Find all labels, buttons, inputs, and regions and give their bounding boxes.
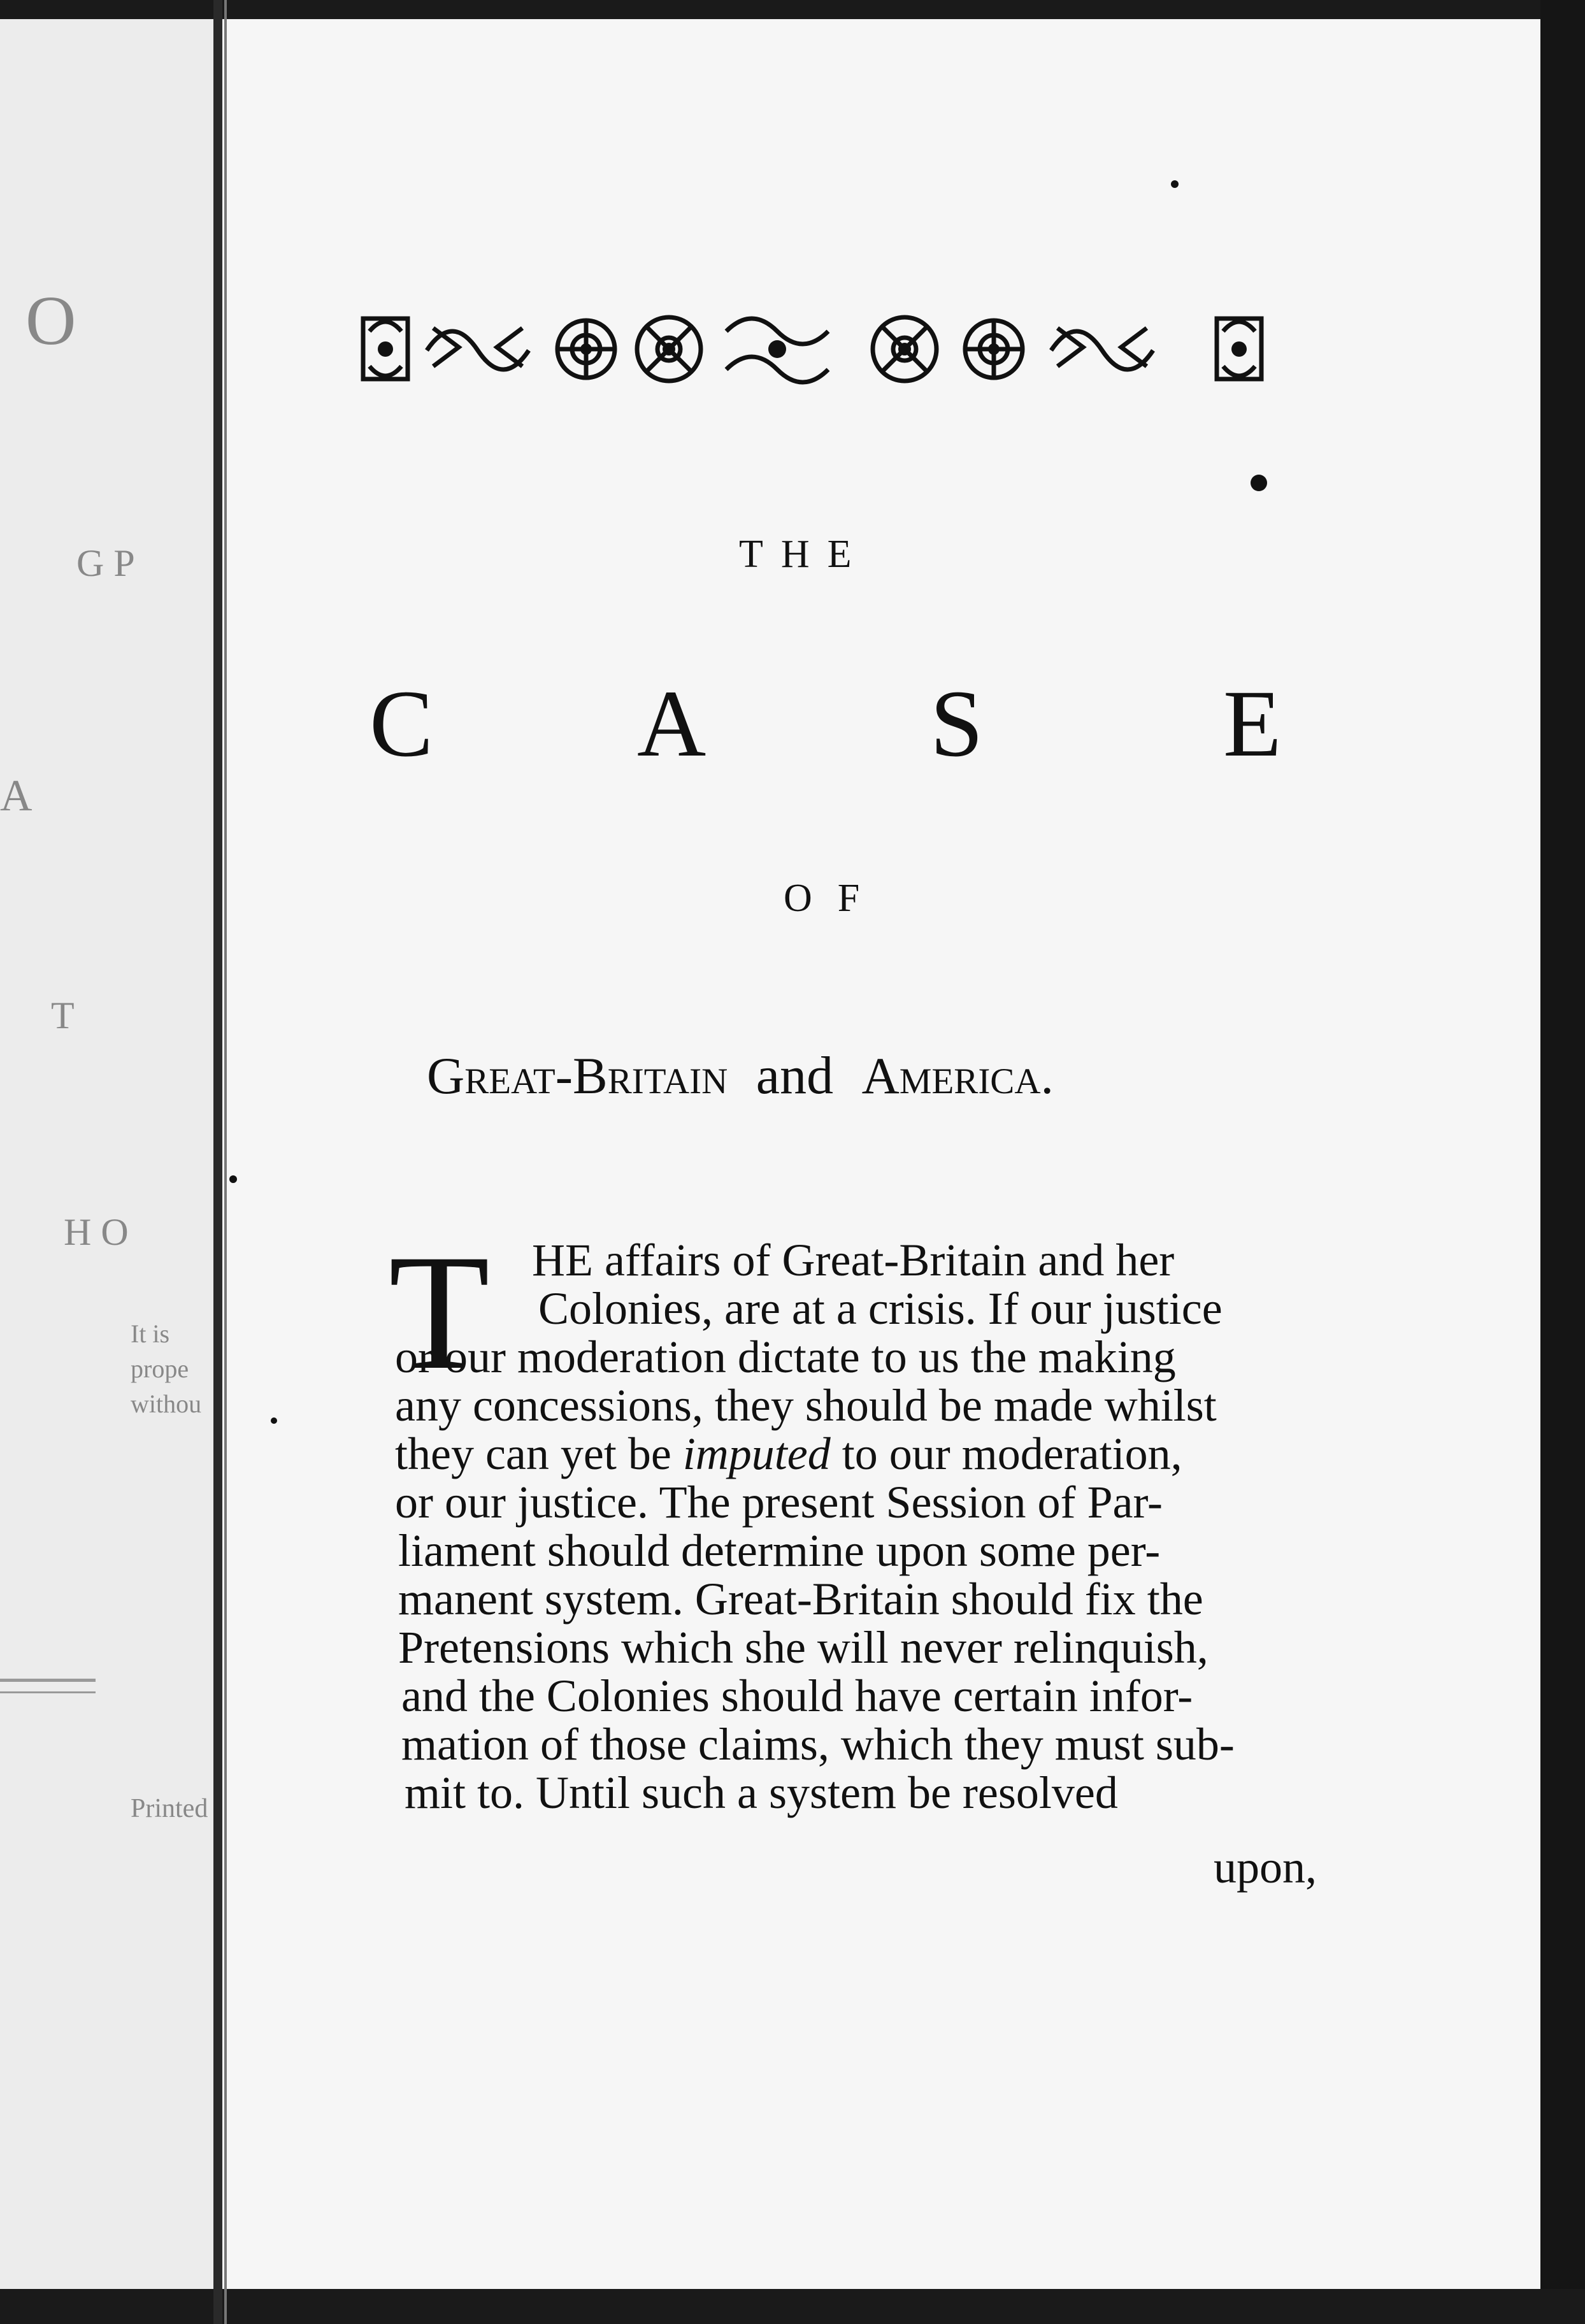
- body-line: HE affairs of Great-Britain and her: [532, 1235, 1175, 1286]
- subtitle-and: and: [756, 1046, 834, 1105]
- ink-spot: [271, 1417, 277, 1424]
- left-fragment: O: [25, 282, 76, 359]
- title-case-letter: C: [369, 671, 434, 777]
- catchword: upon,: [1214, 1842, 1317, 1893]
- left-fragment: A: [0, 771, 32, 821]
- body-line: any concessions, they should be made whilst: [395, 1380, 1217, 1431]
- ink-spot: [229, 1175, 237, 1183]
- body-line: manent system. Great-Britain should fix the: [398, 1574, 1203, 1625]
- title-case-letter: S: [930, 671, 984, 777]
- body-line: Pretensions which she will never relinquish,: [398, 1622, 1208, 1673]
- title-the: THE: [739, 533, 870, 576]
- scan-frame-bottom: [0, 2289, 1585, 2324]
- left-fragment: H O: [64, 1211, 129, 1253]
- title-case-letter: E: [1223, 671, 1282, 777]
- body-line: and the Colonies should have certain infor-: [401, 1670, 1193, 1721]
- subtitle-america: America.: [861, 1047, 1054, 1105]
- body-text: they can yet be: [395, 1428, 671, 1479]
- body-line: mit to. Until such a system be resolved: [405, 1767, 1118, 1818]
- page-gutter-edge: [224, 0, 227, 2324]
- drop-cap: T: [389, 1221, 490, 1404]
- left-page: [0, 19, 213, 2289]
- left-fragment: G P: [76, 542, 135, 584]
- left-rule: [0, 1679, 96, 1682]
- body-line: liament should determine upon some per-: [398, 1525, 1161, 1576]
- body-text: to our moderation,: [842, 1428, 1182, 1479]
- left-rule: [0, 1691, 96, 1693]
- left-fragment: withou: [131, 1389, 202, 1418]
- ink-spot: [1171, 180, 1179, 188]
- body-line: or our justice. The present Session of Par-: [395, 1477, 1163, 1528]
- page-gutter: [213, 0, 222, 2324]
- title-of: OF: [784, 877, 886, 920]
- scan-frame-right: [1540, 0, 1585, 2324]
- body-line: Colonies, are at a crisis. If our justice: [538, 1283, 1223, 1334]
- italic-word: imputed: [682, 1428, 831, 1479]
- body-line: [395, 1428, 1182, 1479]
- title-case: [369, 669, 1282, 796]
- subtitle-great-britain: Great-Britain: [427, 1047, 728, 1105]
- left-fragment: It is: [131, 1319, 170, 1348]
- body-line: or our moderation dictate to us the making: [395, 1331, 1176, 1382]
- left-fragment: prope: [131, 1354, 189, 1383]
- left-fragment: Printed: [131, 1794, 208, 1823]
- scan-frame-top: [0, 0, 1585, 19]
- left-fragment: T: [51, 994, 75, 1036]
- body-line: mation of those claims, which they must sub-: [401, 1719, 1235, 1770]
- subtitle: [427, 1045, 1054, 1107]
- ink-spot: [1251, 475, 1267, 491]
- title-case-letter: A: [637, 671, 706, 777]
- ornament-headpiece: [357, 293, 1274, 401]
